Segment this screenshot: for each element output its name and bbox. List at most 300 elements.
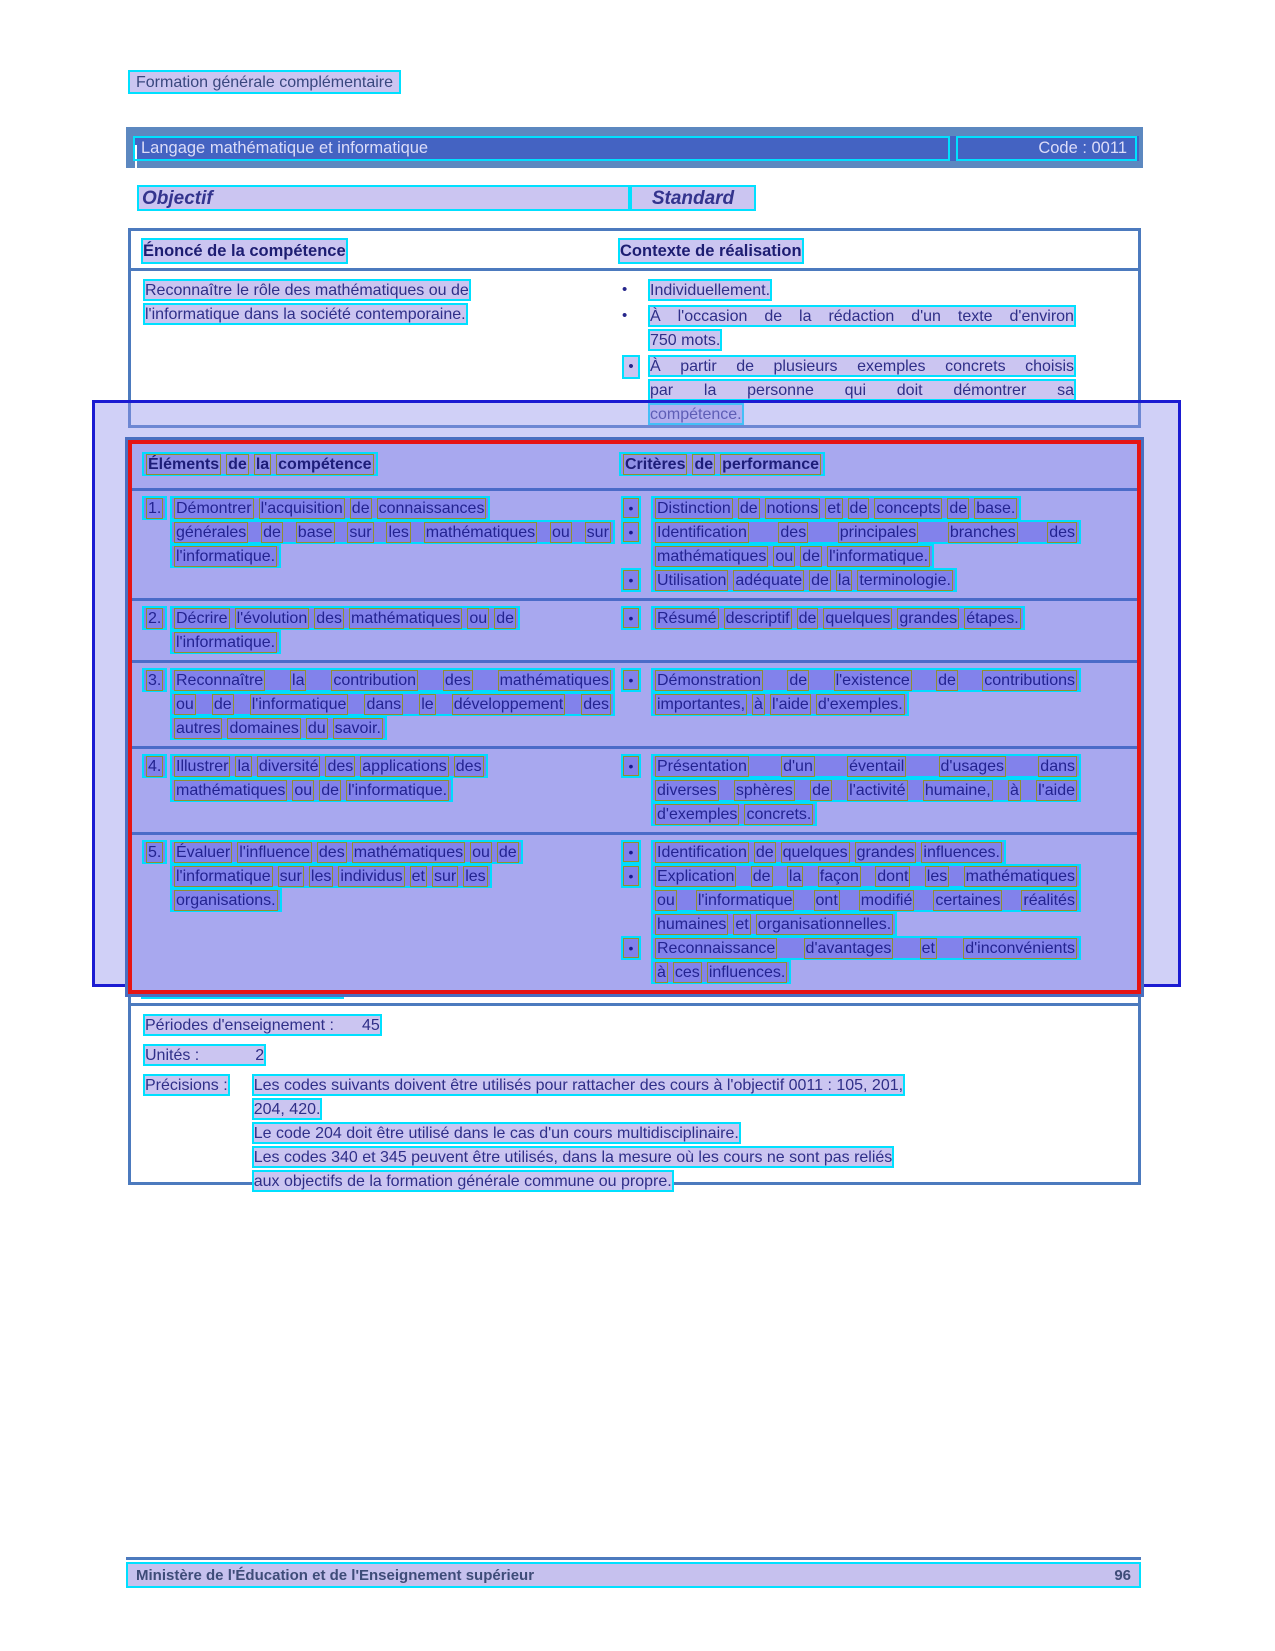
word-box: l'aide [1038,781,1075,799]
text-line [170,840,523,864]
text-line [651,692,909,716]
word-box: l'informatique [176,867,271,885]
word-box: sphères [735,781,793,799]
word-box: des [1049,523,1075,541]
word-box: Illustrer [176,757,229,775]
word-box: Utilisation [657,571,727,589]
bullet-col [619,568,651,592]
units-label: Unités : [145,1046,200,1064]
word-box: modifié [860,891,913,909]
bullet-icon: • [623,938,639,958]
word-box: applications [362,757,447,775]
text-line [170,716,387,740]
word-box: descriptif [725,609,790,627]
word-box: dont [877,867,909,885]
word-box: le [421,695,434,713]
text-line [170,606,520,630]
word: par [650,381,674,399]
text-line: l'informatique dans la société contemporaine. [143,303,468,325]
word-box: étapes. [966,609,1019,627]
word-box: ou [472,843,490,861]
bullet-col [619,520,651,568]
word: l'occasion [677,307,748,325]
text-line [648,305,1076,327]
word-box: l'existence [835,671,910,689]
criterion [619,606,1127,630]
context-item [618,305,1128,353]
header-enonce: Énoncé de la compétence [141,238,348,264]
word: d'environ [1009,307,1074,325]
word-box: des [780,523,807,541]
word-box: performance [722,455,820,473]
item-number-col [142,496,170,592]
table-row [132,598,1137,660]
word-box: influences. [708,963,786,981]
text-line [651,754,1081,778]
bullet-icon: • [623,570,639,590]
word-box: la [237,757,250,775]
criterion-lines [651,754,1081,826]
word-box: et [411,867,425,885]
word-box: Reconnaissance [657,939,776,957]
word-box: ces [674,963,700,981]
word-box: domaines [229,719,299,737]
word-box: du [307,719,326,737]
text-line [651,668,1081,692]
page-number: 96 [1114,1566,1131,1584]
word-box: Reconnaître [176,671,264,689]
word-box: l'informatique. [828,547,929,565]
competence-statement [143,279,471,327]
word-box: Présentation [657,757,747,775]
criteria-cell [619,496,1137,592]
word-box: d'exemples. [817,695,903,713]
word-box: d'un [783,757,813,775]
word-box: sur [279,867,302,885]
word-box: ou [657,891,675,909]
word-box: d'exemples [657,805,738,823]
word-box: façon [819,867,859,885]
competence-table-body [131,271,1138,423]
element-cell [132,668,619,740]
course-code: Code : 0011 [956,136,1137,161]
word-box: des [455,757,482,775]
word-box: grandes [899,609,958,627]
elements-table-header [132,444,1137,491]
item-lines [648,305,1076,353]
course-title: Langage mathématique et informatique [133,136,950,161]
elements-table-rows [132,491,1137,990]
word-box: certaines [935,891,1001,909]
word-box: Explication [657,867,735,885]
word-box: de [213,695,232,713]
word-box: Résumé [657,609,717,627]
criterion-lines [651,936,1081,984]
units-row [143,1044,1138,1068]
word: de [736,357,754,375]
text-line [651,960,791,984]
bullet-col [619,668,651,716]
element-cell [132,496,619,592]
word-box: des [318,843,345,861]
word: démontrer [953,381,1027,399]
word-box: l'aide [771,695,809,713]
footer-bar [126,1562,1141,1588]
item-number-col [142,606,170,654]
bullet-col [618,279,648,303]
bullet-icon: • [623,866,639,886]
bullet-col [619,606,651,630]
word-box: de [321,781,339,799]
criterion-lines [651,496,1081,520]
periods-label: Périodes d'enseignement : [145,1016,334,1034]
criterion [619,936,1127,984]
word-box: de [755,843,774,861]
text-line: aux objectifs de la formation générale commune ou propre. [252,1170,674,1192]
word-box: sur [433,867,457,885]
word-box: notions [766,499,819,517]
word-box: principales [839,523,917,541]
context-item [618,355,1128,427]
element-lines [170,840,615,984]
word-box: mathématiques [353,843,464,861]
word-box: mathématiques [499,671,609,689]
objectif-label: Objectif [137,185,630,211]
word-box: Démonstration [657,671,762,689]
units-value: 2 [255,1046,265,1064]
table-row [132,491,1137,598]
word-box: la [837,571,851,589]
word-box: adéquate [735,571,803,589]
bullet-col [619,864,651,936]
word: d'un [911,307,941,325]
word-box: diversité [258,757,319,775]
word-box: de [849,499,868,517]
table-row [132,746,1137,832]
word-box: base. [976,499,1016,517]
word-box: 5. [148,843,162,861]
word: qui [844,381,866,399]
criterion [619,568,1127,592]
word-box: humaine, [924,781,991,799]
text-line [651,840,1006,864]
header-contexte: Contexte de réalisation [618,238,804,264]
text-line [170,692,615,716]
text-line [651,568,957,592]
text-line [170,668,615,692]
element-lines [170,606,615,654]
competence-table-header [131,231,1138,271]
text-line [170,496,490,520]
word: À [650,357,661,375]
item-number [142,668,167,692]
word-box: de [812,781,830,799]
text-line [651,936,1081,960]
criterion [619,864,1127,936]
word: choisis [1025,357,1074,375]
criterion-lines [651,668,1081,716]
text-line [170,778,453,802]
word: la [799,307,812,325]
word-box: de [228,455,247,473]
item-number [142,754,167,778]
criteria-cell [619,606,1137,654]
word-box: des [316,609,343,627]
word-box: d'avantages [805,939,892,957]
standard-label: Standard [630,185,756,211]
word-box: les [926,867,948,885]
text-line: Le code 204 doit être utilisé dans le cas d'un cours multidisciplinaire. [252,1122,741,1144]
word: la [703,381,717,399]
bullet-col [619,496,651,520]
word: concrets [945,357,1006,375]
word-box: de [752,867,771,885]
word: texte [957,307,993,325]
top-section-label: Formation générale complémentaire [128,70,401,94]
item-number-col [142,754,170,826]
bullet-icon: • [623,756,639,776]
word-box: Identification [657,843,747,861]
criterion [619,668,1127,716]
element-cell [132,754,619,826]
text-line [651,802,817,826]
item-number [142,840,167,864]
criterion-lines [651,840,1081,864]
criterion [619,496,1127,520]
text-line [651,778,1081,802]
item-number-col [142,840,170,984]
word-box: 1. [148,499,162,517]
word-box: de [798,609,817,627]
text-line [142,452,378,476]
text-line [651,888,1081,912]
word-box: individus [340,867,403,885]
table-row [132,832,1137,990]
text-line [170,544,281,568]
word-box: la [292,671,305,689]
bullet-icon: • [622,355,640,379]
word-box: mathématiques [425,523,536,541]
criterion-lines [651,520,1081,568]
word-box: importantes, [657,695,746,713]
item-number [142,606,167,630]
text-line: Individuellement. [648,279,772,301]
bullet-icon: • [623,498,639,518]
bullet-icon: • [622,281,628,298]
word-box: de [263,523,281,541]
word-box: savoir. [334,719,381,737]
bullet-col [618,355,648,427]
text-line [170,630,281,654]
footer-text: Ministère de l'Éducation et de l'Enseignement supérieur [136,1566,535,1584]
word-box: l'informatique [697,891,793,909]
item-lines [648,355,1076,427]
word-box: autres [176,719,221,737]
word-box: de [811,571,829,589]
word-box: quelques [782,843,848,861]
text-line: 204, 420. [252,1098,323,1120]
word-box: diverses [657,781,717,799]
word: À [650,307,661,325]
word-box: l'informatique. [347,781,448,799]
text-line [619,452,825,476]
word-box: de [498,843,517,861]
word-box: Critères [625,455,686,473]
word-box: des [583,695,609,713]
precisions-row [143,1074,1138,1194]
periods-value: 45 [361,1016,380,1034]
element-cell [132,840,619,984]
word-box: des [327,757,354,775]
word-box: des [444,671,471,689]
precisions-label: Précisions : [143,1074,230,1096]
competence-table [128,228,1141,428]
word-box: Évaluer [176,843,231,861]
word-box: organisationnelles. [757,915,892,933]
word: doit [896,381,923,399]
word-box: d'usages [940,757,1005,775]
word-box: mathématiques [176,781,286,799]
word-box: Démontrer [176,499,252,517]
word-box: base [297,523,333,541]
bullet-icon: • [623,670,639,690]
criterion [619,754,1127,826]
word-box: de [496,609,514,627]
word-box: et [921,939,935,957]
item-number-col [142,668,170,740]
word-box: sur [586,523,609,541]
header-criteres [619,452,825,476]
elements-table [128,440,1141,994]
word-box: grandes [856,843,915,861]
text-line: 750 mots. [648,329,722,351]
word-box: de [938,671,956,689]
word-box: les [465,867,486,885]
header-elements [142,452,378,476]
word-box: ou [469,609,488,627]
word-box: quelques [825,609,891,627]
bullet-icon: • [623,842,639,862]
word: exemples [857,357,926,375]
word: personne [747,381,814,399]
criteria-cell [619,754,1137,826]
criterion [619,840,1127,864]
text-line [651,606,1025,630]
word-box: la [255,455,270,473]
word-box: à [754,695,763,713]
word-box: et [735,915,749,933]
precisions-lines [252,1074,905,1194]
word-box: branches [949,523,1016,541]
word-box: l'activité [849,781,906,799]
word-box: de [694,455,714,473]
criteria-cell [619,840,1137,984]
word-box: concepts [876,499,941,517]
context-items [618,279,1128,429]
word-box: dans [1040,757,1075,775]
word-box: l'informatique [251,695,347,713]
word-box: mathématiques [351,609,461,627]
bullet-col [619,936,651,984]
word-box: à [1009,781,1019,799]
activities-table [128,963,1141,1190]
bullet-col [619,754,651,826]
word-box: ou [294,781,313,799]
word: rédaction [828,307,895,325]
word-box: Distinction [657,499,731,517]
criterion [619,520,1127,568]
word-box: 4. [148,757,162,775]
word-box: d'inconvénients [965,939,1075,957]
criterion-lines [651,568,1081,592]
context-item [618,279,1128,303]
word-box: ou [775,547,794,565]
word-box: éventail [849,757,905,775]
units-field [143,1044,266,1066]
table-row [132,660,1137,746]
word-box: 2. [148,609,162,627]
word-box: organisations. [176,891,276,909]
item-lines [648,279,1076,303]
word-box: terminologie. [859,571,951,589]
word-box: l'informatique. [176,547,276,565]
text-line [651,544,934,568]
text-line [651,496,1021,520]
word-box: mathématiques [965,867,1075,885]
bullet-icon: • [623,522,639,542]
periods-row [143,1014,1138,1038]
word-box: compétence [278,455,372,473]
word-box: dans [366,695,402,713]
text-line [648,355,1076,377]
bullet-icon: • [623,608,639,628]
word-box: l'influence [239,843,310,861]
text-line [651,864,1081,888]
word-box: la [788,867,802,885]
word-box: Éléments [148,455,220,473]
word-box: mathématiques [657,547,767,565]
word-box: de [802,547,820,565]
element-lines [170,496,615,592]
word-box: et [827,499,841,517]
bullet-col [619,840,651,864]
text-line [648,379,1076,401]
word-box: influences. [923,843,1000,861]
text-line: compétence. [648,403,744,425]
word-box: sur [349,523,372,541]
text-line: Reconnaître le rôle des mathématiques ou de [143,279,471,301]
word: de [764,307,783,325]
text-line: Les codes 340 et 345 peuvent être utilisés, dans la mesure où les cours ne sont pas reliés [252,1146,895,1168]
word-box: Identification [657,523,747,541]
word: sa [1057,381,1074,399]
title-bar-strip [133,136,1139,161]
bullet-col [618,305,648,353]
word-box: l'évolution [236,609,308,627]
word-box: générales [176,523,247,541]
word-box: humaines [657,915,727,933]
word-box: concrets. [746,805,812,823]
word-box: les [388,523,409,541]
word-box: Décrire [176,609,228,627]
word-box: contributions [984,671,1075,689]
word-box: les [310,867,332,885]
word-box: connaissances [378,499,485,517]
word: plusieurs [773,357,838,375]
text-line [170,864,492,888]
footer-rule [126,1557,1141,1560]
word-box: l'informatique. [176,633,276,651]
